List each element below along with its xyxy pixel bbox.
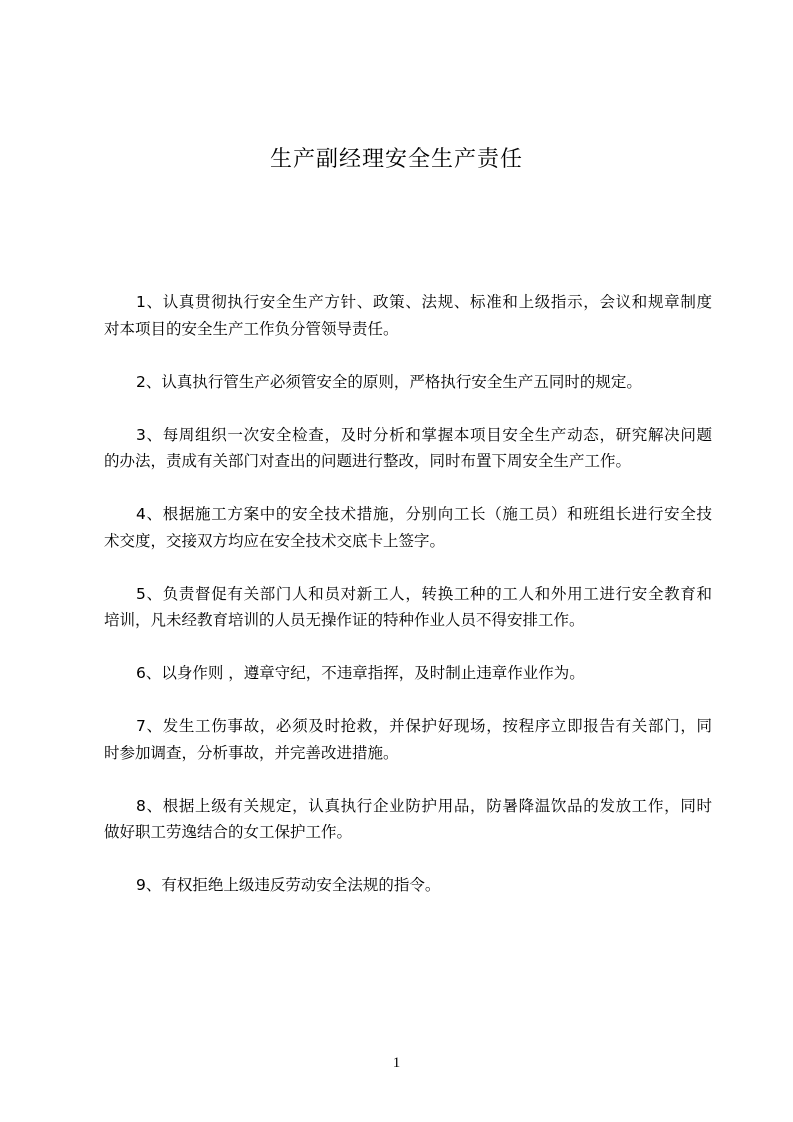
clause-paragraph (104, 660, 712, 687)
clause-paragraph (104, 713, 712, 766)
paragraph-line: 6、以身作则 ，遵章守纪，不违章指挥，及时制止违章作业作为。 (136, 664, 585, 682)
page-number: 1 (392, 1055, 401, 1071)
paragraph-line: 7、发生工伤事故，必须及时抢救，并保护好现场，按程序立即报告有关部门，同 (136, 717, 712, 735)
clause-paragraph (104, 501, 712, 554)
paragraph-line: 2、认真执行管生产必须管安全的原则，严格执行安全生产五同时的规定。 (136, 372, 642, 391)
paragraph-line: 9、有权拒绝上级违反劳动安全法规的指令。 (136, 876, 441, 894)
clause-paragraph (104, 289, 712, 342)
clause-paragraph (104, 369, 712, 396)
clause-paragraph (104, 872, 712, 899)
paragraph-line: 的办法，责成有关部门对查出的问题进行整改，同时布置下周安全生产工作。 (104, 452, 632, 470)
clause-paragraph (104, 793, 712, 846)
paragraph-line: 1、认真贯彻执行安全生产方针、政策、法规、标准和上级指示，会议和规章制度 (136, 293, 712, 311)
paragraph-line: 对本项目的安全生产工作负分管领导责任。 (104, 319, 399, 338)
paragraph-line: 4、根据施工方案中的安全技术措施，分别向工长（施工员）和班组长进行安全技 (136, 505, 712, 523)
document-body (104, 289, 712, 925)
clause-paragraph (104, 422, 712, 475)
clause-paragraph (104, 581, 712, 634)
paragraph-line: 3、每周组织一次安全检查，及时分析和掌握本项目安全生产动态，研究解决问题 (136, 425, 712, 444)
paragraph-line: 5、负责督促有关部门人和员对新工人，转换工种的工人和外用工进行安全教育和 (136, 584, 712, 603)
paragraph-line: 8、根据上级有关规定，认真执行企业防护用品，防暑降温饮品的发放工作，同时 (136, 796, 712, 815)
document-title: 生产副经理安全生产责任 (269, 147, 523, 172)
paragraph-line: 时参加调查，分析事故，并完善改进措施。 (104, 743, 399, 762)
paragraph-line: 术交度，交接双方均应在安全技术交底卡上签字。 (104, 531, 446, 550)
paragraph-line: 培训，凡未经教育培训的人员无操作证的特种作业人员不得安排工作。 (104, 611, 585, 629)
paragraph-line: 做好职工劳逸结合的女工保护工作。 (104, 823, 353, 841)
